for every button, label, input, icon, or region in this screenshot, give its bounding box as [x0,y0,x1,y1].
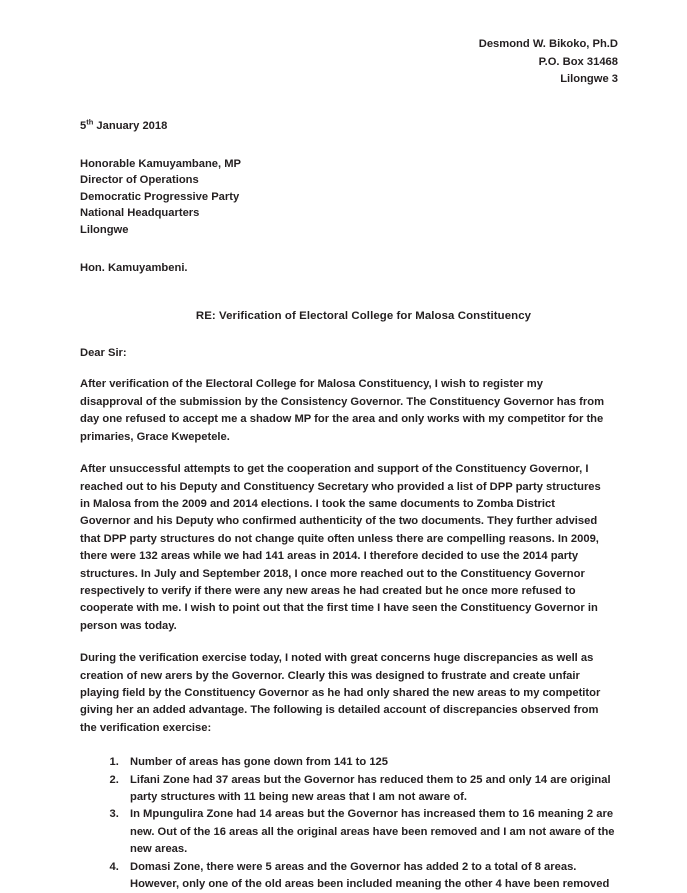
salutation-name: Hon. Kamuyambeni. [80,262,188,275]
list-item: 4. Domasi Zone, there were 5 areas and the Governor has added 2 to a total of 8 areas. However, only one of the old areas been included meaning the other 4 have been removed [122,859,621,893]
list-item: 1. Number of areas has gone down from 141 to 125 [122,754,621,771]
body-paragraph-1: After verification of the Electoral College for Malosa Constituency, I wish to register my disapproval of the submission by the Consistency Governor. The Constituency Governor has from day one refused to accept me a shadow MP for the area and only works with my competitor for the primaries, Grace Kwepetele. [80,378,605,443]
letter-date-day: 5 [80,119,87,132]
discrepancy-list [80,754,621,893]
recipient-line-4: National Headquarters [80,207,200,220]
recipient-line-3: Democratic Progressive Party [80,190,240,203]
letter-date-ordinal: th [86,116,94,126]
subject-line: RE: Verification of Electoral College for Malosa Constituency [195,310,532,323]
sender-city: Lilongwe 3 [560,73,618,85]
letter-date [80,118,621,134]
body-paragraph-3: During the verification exercise today, I noted with great concerns huge discrepancies as well as creation of new arers by the Governor. Clearly this was designed to frustrate and create unfair playing field by the Constituency Governor as he had only shared the new areas to my competitor giving her an added advantage. The following is detailed account of discrepancies observed from the verification exercise: [80,652,601,734]
recipient-line-2: Director of Operations [80,174,199,187]
body-paragraph-2: After unsuccessful attempts to get the cooperation and support of the Constituency Governor, I reached out to his Deputy and Constituency Secretary who provided a list of DPP party structures in Malosa from the 2009 and 2014 elections. I took the same documents to Zomba District Governor and his Deputy who confirmed authenticity of the two documents. They further advised that DPP party structures do not change quite often unless there are compelling reasons. In 2009, there were 132 areas while we had 141 areas in 2014. I therefore decided to use the 2014 party structures. In July and September 2018, I once more reached out to the Constituency Governor respectively to verify if there were any new areas he had created but he once more refused to cooperate with me. I wish to point out that the first time I have seen the Constituency Governor in person was today. [80,463,601,632]
recipient-line-5: Lilongwe [80,223,129,236]
sender-address-block [80,36,618,89]
recipient-address-block [80,156,621,239]
list-item: 3. In Mpungulira Zone had 14 areas but the Governor has increased them to 16 meaning 2 are new. Out of the 16 areas all the original areas have been removed and I am not aware of the new areas. [122,806,621,858]
letter-date-rest: January 2018 [93,119,168,132]
dear-line: Dear Sir: [80,347,127,360]
sender-name: Desmond W. Bikoko, Ph.D [478,38,618,50]
recipient-line-1: Honorable Kamuyambane, MP [80,157,242,170]
sender-po-box: P.O. Box 31468 [538,55,618,68]
list-item: 2. Lifani Zone had 37 areas but the Governor has reduced them to 25 and only 14 are original party structures with 11 being new areas that I am not aware of. [122,772,621,807]
